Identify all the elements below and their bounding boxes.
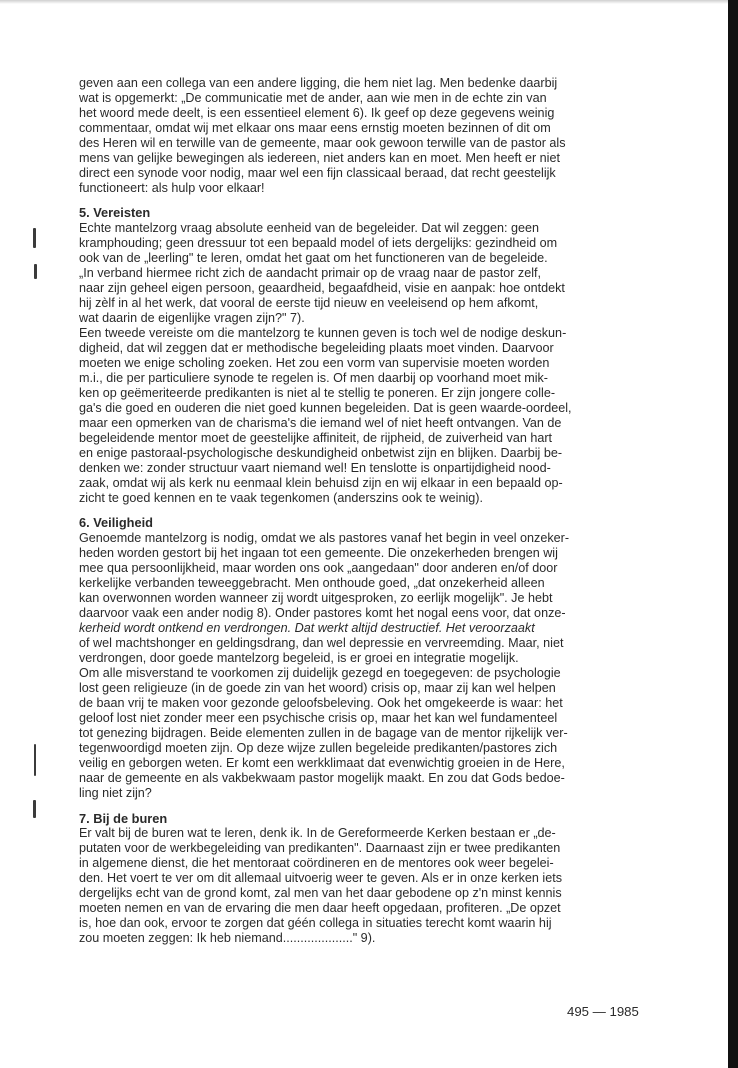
text-line: digheid, dat wil zeggen dat er methodische begeleiding plaats moet vinden. Daarvoor [79, 340, 554, 355]
text-line: moeten we enige scholing zoeken. Het zou een vorm van supervisie moeten worden [79, 356, 550, 370]
text-line: „In verband hiermee richt zich de aandacht primair op de vraag naar de pastor zelf, [79, 265, 542, 280]
text-line: het woord mede deelt, is een essentieel element 6). Ik geef op deze gegevens weinig [79, 106, 555, 121]
text-line: zou moeten zeggen: Ik heb niemand...................." 9). [79, 931, 376, 946]
text-line: Om alle misverstand te voorkomen zij duidelijk gezegd en toegegeven: de psychologie [79, 666, 561, 681]
text-line: dergelijks echt van de grond komt, zal men van het daar gebodene op z'n minst kennis [79, 885, 562, 900]
scan-top-edge [0, 0, 738, 4]
text-line: functioneert: als hulp voor elkaar! [79, 181, 265, 196]
text-line: Een tweede vereiste om die mantelzorg te kunnen geven is toch wel de nodige deskun- [79, 325, 567, 340]
text-line: m.i., die per particuliere synode te regelen is. Of men daarbij op voorhand moet mik- [79, 371, 548, 386]
text-line: naar zijn geheel eigen persoon, geaardheid, begaafdheid, visie en aanpak: hoe ontdekt [79, 280, 565, 295]
text-line: zaak, omdat wij als kerk nu eenmaal klein behuisd zijn en wij elkaar in een bepaald op- [79, 476, 563, 491]
text-line: lost geen religieuze (in de goede zin van het woord) crisis op, maar zij kan wel helpen [79, 681, 556, 696]
text-line: des Heren wil en terwille van de gemeente, maar ook gewoon terwille van de pastor als [79, 136, 566, 151]
text-line: verdrongen, door goede mantelzorg begeleid, is er groei en integratie mogelijk. [79, 651, 519, 666]
text-line: daarvoor vaak een ander nodig 8). Onder pastores komt het nogal eens voor, dat onze- [79, 605, 566, 620]
section-body [79, 531, 645, 802]
text-line: mee qua persoonlijkheid, maar worden ons ook „aangedaan" door anderen en/of door [79, 560, 558, 575]
text-line: in algemene dienst, die het mentoraat coördineren en de mentores ook weer begelei- [79, 855, 554, 870]
text-line: kerkelijke verbanden teweeggebracht. Men onthoude goed, „dat onzekerheid alleen [79, 575, 545, 590]
text-line: de baan vrij te maken voor gezonde geloofsbeleving. Ook het omgekeerde is waar: het [79, 696, 563, 711]
text-line: Er valt bij de buren wat te leren, denk ik. In de Gereformeerde Kerken bestaan er „de- [79, 825, 556, 840]
text-line: commentaar, omdat wij met elkaar ons maar eens ernstig moeten bezinnen of dit om [79, 121, 551, 136]
section-body [79, 826, 645, 946]
text-line: ken op geëmeriteerde predikanten is niet al te stellig te poneren. Er zijn jongere colle- [79, 386, 556, 401]
text-line: geven aan een collega van een andere ligging, die hem niet lag. Men bedenke daarbij [79, 76, 558, 90]
text-line: ook van de „leerling" te leren, omdat het gaat om het functioneren van de begeleide. [79, 250, 548, 265]
text-line: wat is opgemerkt: „De communicatie met de ander, aan wie men in de echte zin van [79, 91, 547, 106]
margin-mark [34, 744, 36, 776]
text-line: kan overwonnen worden wanneer zij wordt uitgesproken, zo eerlijk mogelijk". Je hebt [79, 590, 553, 605]
text-line: denken we: zonder structuur vaart niemand wel! En tenslotte is onpartijdigheid nood- [79, 461, 551, 476]
text-line: Echte mantelzorg vraag absolute eenheid van de begeleider. Dat wil zeggen: geen [79, 220, 539, 235]
text-line: kerheid wordt ontkend en verdrongen. Dat werkt altijd destructief. Het veroorzaakt [79, 620, 535, 635]
section-body [79, 221, 645, 507]
text-line: tegenwoordigd moeten zijn. Op deze wijze zullen begeleide predikanten/pastores zich [79, 741, 558, 756]
text-line: en enige pastoraal-psychologische deskundigheid onbetwist zijn en blijken. Daarbij be- [79, 446, 563, 461]
text-line: geloof lost niet zonder meer een psychische crisis op, maar het kan wel fundamenteel [79, 711, 558, 726]
text-line: putaten voor de werkbegeleiding van predikanten". Daarnaast zijn er twee predikanten [79, 840, 561, 855]
text-line: moeten nemen en van de ervaring die men daar heeft opgedaan, profiteren. „De opzet [79, 900, 561, 915]
text-line: is, hoe dan ook, ervoor te zorgen dat géén collega in situaties terecht komt waarin hij [79, 916, 552, 930]
text-line: ling niet zijn? [79, 786, 152, 801]
scan-right-edge [728, 0, 738, 1068]
margin-mark [34, 264, 37, 279]
text-line: begeleidende mentor moet de geestelijke affiniteit, de rijpheid, de zuiverheid van hart [79, 431, 553, 446]
margin-mark [33, 800, 36, 818]
text-line: naar de gemeente en als vakbekwaam pastor mogelijk maakt. En zou dat Gods bedoe- [79, 771, 565, 786]
intro-paragraph [79, 76, 645, 196]
text-line: den. Het voert te ver om dit allemaal uitvoerig weer te geven. Als er in onze kerken iets [79, 870, 563, 885]
article-page [79, 76, 645, 946]
section-veiligheid [79, 515, 645, 801]
text-line: mens van gelijke bewegingen als iedereen, niet anders kan en moet. Men heeft er niet [79, 151, 560, 166]
text-line: heden worden gestort bij het ingaan tot een gemeente. Die onzekerheden brengen wij [79, 545, 558, 560]
margin-mark [33, 228, 36, 248]
text-line: kramphouding; geen dressuur tot een bepaald model of iets dergelijks: gezindheid om [79, 235, 558, 250]
section-heading: 5. Vereisten [79, 205, 151, 221]
text-line: ga's die goed en ouderen die niet goed kunnen begeleiden. Dat is geen waarde-oordeel, [79, 401, 572, 416]
text-line: of wel machtshonger en geldingsdrang, dan wel depressie en vervreemding. Maar, niet [79, 636, 564, 650]
section-heading: 7. Bij de buren [79, 810, 168, 826]
section-bij-de-buren [79, 811, 645, 947]
text-line: veilig en geborgen weten. Er komt een werkklimaat dat evenwichtig groeien in de Here, [79, 756, 565, 771]
section-vereisten [79, 205, 645, 506]
page-footer: 495 — 1985 [567, 1004, 639, 1019]
text-line: direct een synode voor nodig, maar wel een fijn classicaal beraad, dat recht geestelijk [79, 166, 556, 181]
text-line: zicht te goed kennen en te vaak tegenkomen (anderszins ook te weinig). [79, 491, 483, 506]
text-line: wat daarin de eigenlijke vragen zijn?" 7). [79, 310, 305, 325]
section-heading: 6. Veiligheid [79, 515, 153, 531]
text-line: tot genezing bijdragen. Beide elementen zullen in de bagage van de mentor rijkelijk ver- [79, 726, 568, 741]
text-line: hij zèlf in al het werk, dat vooral de eerste tijd nieuw en veeleisend op hem afkomt, [79, 295, 539, 310]
text-line: maar een opmerken van de charisma's die iemand wel of niet heeft ontvangen. Van de [79, 416, 562, 431]
text-line: Genoemde mantelzorg is nodig, omdat we als pastores vanaf het begin in veel onzeker- [79, 530, 570, 545]
